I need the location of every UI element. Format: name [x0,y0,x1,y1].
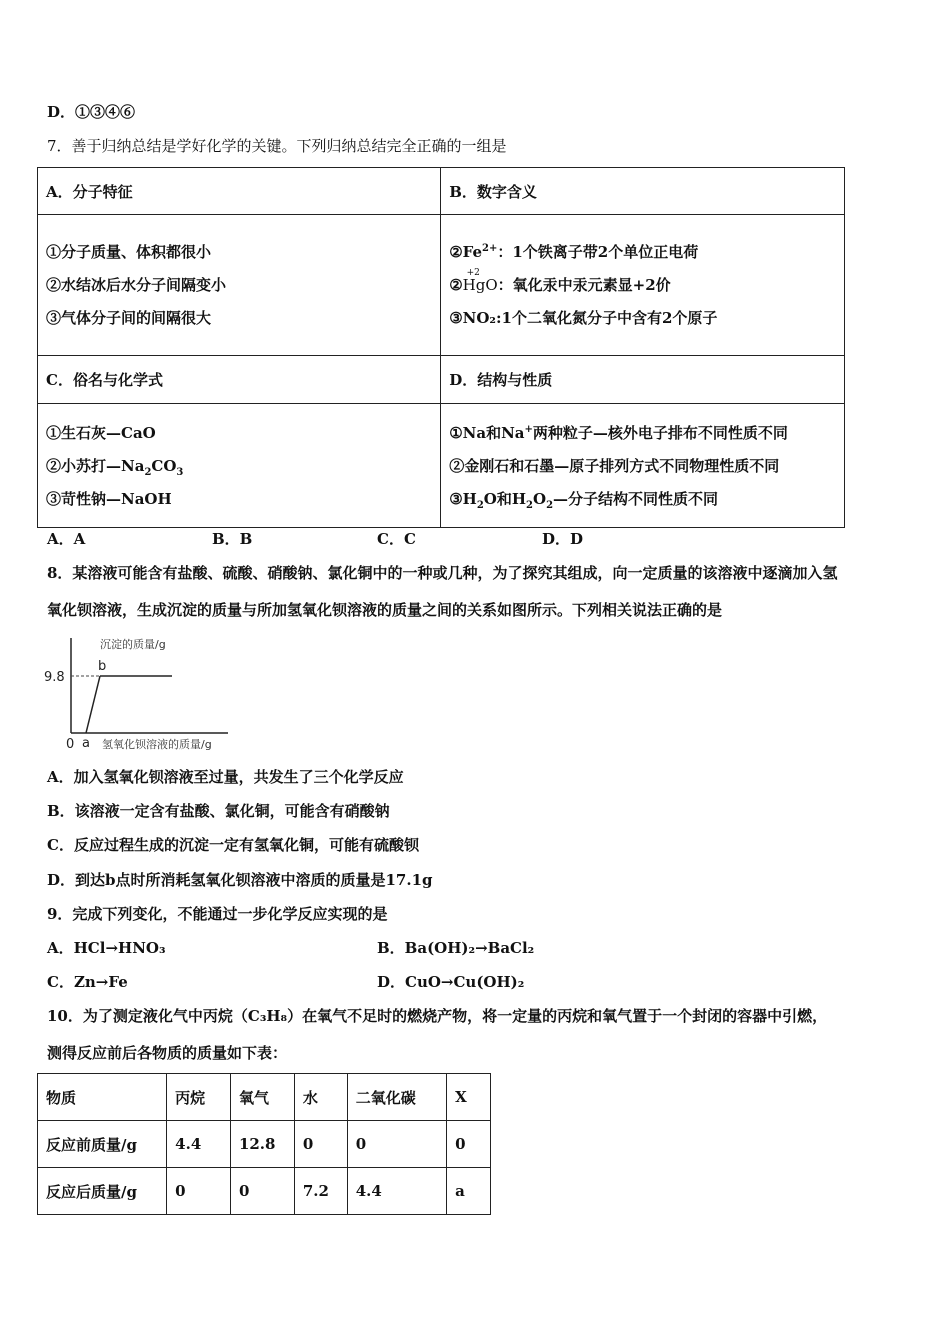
q10-cell: 0 [230,1168,294,1215]
q7-cell-c-body [38,404,441,528]
q7-c-item-2: ②小苏打$—Na_2CO_3$ [46,456,184,478]
q7-cell-b-head: B．数字含义 [441,168,845,215]
q10-header-cell: 水 [294,1074,347,1121]
q7-option-d: D．D [542,530,584,548]
chart-y-tick: 9.8 [44,670,65,685]
q7-cell-a-head: A．分子特征 [38,168,441,215]
q8-stem-line2: 氧化钡溶液，生成沉淀的质量与所加氢氧化钡溶液的质量之间的关系如图所示。下列相关说法正确的是 [47,601,723,619]
q9-option-a: A．HCl→HNO₃ [47,939,166,957]
q7-cell-b-body [441,215,845,356]
q9-option-d: D．CuO→Cu(OH)₂ [377,973,525,991]
q10-cell: 0 [167,1168,231,1215]
q10-header-cell: 二氧化碳 [347,1074,446,1121]
q10-table-row [38,1121,491,1168]
q10-table-row [38,1168,491,1215]
q8-option-a: A．加入氢氧化钡溶液至过量，共发生了三个化学反应 [47,768,404,786]
q7-cell-d-head: D．结构与性质 [441,356,845,404]
q10-cell: 7.2 [294,1168,347,1215]
q9-option-b: B．Ba(OH)₂→BaCl₂ [377,939,535,957]
q10-header-cell: 物质 [38,1074,167,1121]
q8-option-d: D．到达b点时所消耗氢氧化钡溶液中溶质的质量是17.1g [47,871,433,889]
q10-cell: 0 [347,1121,446,1168]
q10-cell: a [447,1168,491,1215]
q10-header-cell: 丙烷 [167,1074,231,1121]
q10-cell: 反应后质量/g [38,1168,167,1215]
q8-stem-line1: 8．某溶液可能含有盐酸、硫酸、硝酸钠、氯化铜中的一种或几种，为了探究其组成，向一定质量的该溶液中逐滴加入氢 [47,564,838,582]
q10-cell: 0 [294,1121,347,1168]
q10-cell: 12.8 [230,1121,294,1168]
chart-origin: 0 [66,737,75,752]
q7-d-item-3: $③H_2O$和$H_2O_2—$分子结构不同性质不同 [449,489,719,511]
q7-a-item-2: ②水结冰后水分子间隔变小 [46,276,227,294]
chart-xlabel: 氢氧化钡溶液的质量/g [102,738,212,751]
q10-header-row [38,1074,491,1121]
q6-option-d: D．①③④⑥ [47,103,136,121]
q7-option-c: C．C [377,530,416,548]
q7-cell-d-body [441,404,845,528]
q9-option-c: C．Zn→Fe [47,973,128,991]
q10-cell: 0 [447,1121,491,1168]
q8-chart [40,630,240,755]
hgo-formula: +2 HgO [462,268,498,294]
q8-option-c: C．反应过程生成的沉淀一定有氢氧化铜，可能有硫酸钡 [47,836,419,854]
q7-a-item-1: ①分子质量、体积都很小 [46,243,212,261]
q9-stem: 9．完成下列变化，不能通过一步化学反应实现的是 [47,905,388,923]
q7-b-item-2: ② +2 HgO：氧化汞中汞元素显+2价 [449,268,671,294]
q7-stem: 7．善于归纳总结是学好化学的关键。下列归纳总结完全正确的一组是 [47,137,507,155]
q7-d-item-1: ①Na和Na+两种粒子—核外电子排布不同性质不同 [449,423,788,442]
q10-table [37,1073,491,1215]
q7-a-item-3: ③气体分子间的间隔很大 [46,309,212,327]
q10-header-cell: X [447,1074,491,1121]
chart-ylabel: 沉淀的质量/g [100,638,166,651]
q10-stem-line1: 10．为了测定液化气中丙烷（C₃H₈）在氧气不足时的燃烧产物，将一定量的丙烷和氧气置于一个封闭的容器中引燃， [47,1007,828,1025]
chart-rise-segment [86,676,100,733]
q10-cell: 4.4 [167,1121,231,1168]
q7-cell-c-head: C．俗名与化学式 [38,356,441,404]
q7-b-item-1: $②Fe^{2+}$：1个铁离子带2个单位正电荷 [449,243,699,261]
q8-option-b: B．该溶液一定含有盐酸、氯化铜，可能含有硝酸钠 [47,802,390,820]
q7-table [37,167,845,528]
chart-point-b: b [98,659,107,674]
chart-point-a: a [82,736,90,751]
q7-cell-a-body [38,215,441,356]
q7-option-a: A．A [47,530,86,548]
q10-cell: 4.4 [347,1168,446,1215]
q7-b-item-3: ③NO₂:1个二氧化氮分子中含有2个原子 [449,309,718,327]
q7-c-item-1: ①生石灰—CaO [46,423,156,442]
q10-header-cell: 氧气 [230,1074,294,1121]
q7-d-item-2: ②金刚石和石墨—原子排列方式不同物理性质不同 [449,456,780,475]
q10-stem-line2: 测得反应前后各物质的质量如下表： [47,1044,288,1062]
q7-option-b: B．B [212,530,253,548]
q7-c-item-3: ③苛性钠—NaOH [46,489,172,508]
q10-cell: 反应前质量/g [38,1121,167,1168]
